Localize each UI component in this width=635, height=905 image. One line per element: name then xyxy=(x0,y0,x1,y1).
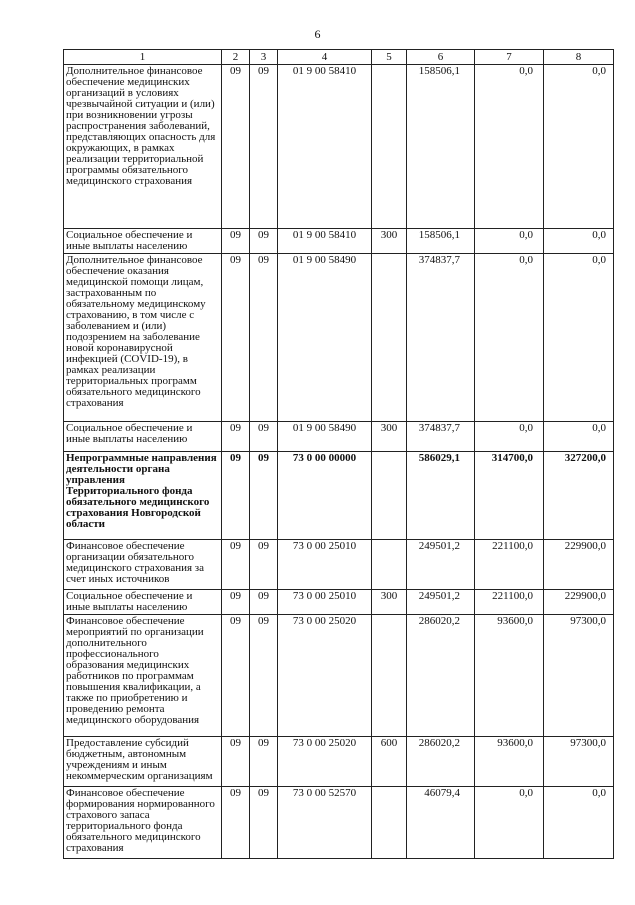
amount-col-8: 229900,0 xyxy=(544,590,614,615)
expense-type-code xyxy=(372,254,407,422)
table-row xyxy=(64,737,614,787)
section-code: 09 xyxy=(222,615,250,737)
subsection-code: 09 xyxy=(250,590,278,615)
amount-col-8: 0,0 xyxy=(544,254,614,422)
amount-col-6: 249501,2 xyxy=(407,590,475,615)
section-code: 09 xyxy=(222,452,250,540)
amount-col-6: 249501,2 xyxy=(407,540,475,590)
table-row xyxy=(64,590,614,615)
row-description: Социальное обеспечение и иные выплаты населению xyxy=(64,422,222,452)
subsection-code: 09 xyxy=(250,65,278,229)
budget-table xyxy=(63,49,614,859)
amount-col-8: 0,0 xyxy=(544,422,614,452)
target-article-code: 73 0 00 25020 xyxy=(278,737,372,787)
table-row xyxy=(64,229,614,254)
expense-type-code xyxy=(372,540,407,590)
row-description: Финансовое обеспечение организации обязательного медицинского страхования за счет иных источников xyxy=(64,540,222,590)
amount-col-7: 0,0 xyxy=(475,422,544,452)
row-description: Дополнительное финансовое обеспечение медицинских организаций в условиях чрезвычайной ситуации и (или) при возникновении угрозы распространения заболеваний, представляющих опасность для окружающих, в рамках реализации территориальной программы обязательного медицинского страхования xyxy=(64,65,222,229)
row-description: Непрограммные направления деятельности органа управления Территориального фонда обязательного медицинского страхования Новгородской области xyxy=(64,452,222,540)
row-description: Социальное обеспечение и иные выплаты населению xyxy=(64,590,222,615)
amount-col-6: 286020,2 xyxy=(407,737,475,787)
amount-col-6: 158506,1 xyxy=(407,229,475,254)
amount-col-8: 97300,0 xyxy=(544,615,614,737)
column-header: 5 xyxy=(372,50,407,65)
subsection-code: 09 xyxy=(250,254,278,422)
expense-type-code xyxy=(372,65,407,229)
row-description: Финансовое обеспечение мероприятий по организации дополнительного профессионального образования медицинских работников по программам повышения квалификации, а также по приобретению и проведению ремонта медицинского оборудования xyxy=(64,615,222,737)
table-row xyxy=(64,615,614,737)
header-row xyxy=(64,50,614,65)
column-header: 8 xyxy=(544,50,614,65)
target-article-code: 01 9 00 58410 xyxy=(278,229,372,254)
target-article-code: 73 0 00 52570 xyxy=(278,787,372,859)
amount-col-7: 0,0 xyxy=(475,229,544,254)
expense-type-code xyxy=(372,615,407,737)
amount-col-7: 314700,0 xyxy=(475,452,544,540)
subsection-code: 09 xyxy=(250,737,278,787)
section-code: 09 xyxy=(222,787,250,859)
amount-col-7: 221100,0 xyxy=(475,590,544,615)
table-row xyxy=(64,65,614,229)
amount-col-8: 327200,0 xyxy=(544,452,614,540)
expense-type-code xyxy=(372,452,407,540)
amount-col-8: 97300,0 xyxy=(544,737,614,787)
expense-type-code: 600 xyxy=(372,737,407,787)
amount-col-6: 46079,4 xyxy=(407,787,475,859)
amount-col-7: 0,0 xyxy=(475,787,544,859)
section-code: 09 xyxy=(222,229,250,254)
section-code: 09 xyxy=(222,540,250,590)
expense-type-code: 300 xyxy=(372,422,407,452)
target-article-code: 73 0 00 00000 xyxy=(278,452,372,540)
amount-col-8: 229900,0 xyxy=(544,540,614,590)
amount-col-6: 374837,7 xyxy=(407,254,475,422)
subsection-code: 09 xyxy=(250,615,278,737)
subsection-code: 09 xyxy=(250,787,278,859)
column-header: 7 xyxy=(475,50,544,65)
section-code: 09 xyxy=(222,737,250,787)
table-row xyxy=(64,540,614,590)
target-article-code: 73 0 00 25010 xyxy=(278,590,372,615)
table-row xyxy=(64,422,614,452)
amount-col-8: 0,0 xyxy=(544,229,614,254)
amount-col-7: 0,0 xyxy=(475,254,544,422)
amount-col-8: 0,0 xyxy=(544,787,614,859)
amount-col-7: 221100,0 xyxy=(475,540,544,590)
column-header: 2 xyxy=(222,50,250,65)
subsection-code: 09 xyxy=(250,452,278,540)
column-header: 4 xyxy=(278,50,372,65)
amount-col-7: 93600,0 xyxy=(475,615,544,737)
row-description: Финансовое обеспечение формирования нормированного страхового запаса территориального фонда обязательного медицинского страхования xyxy=(64,787,222,859)
amount-col-6: 158506,1 xyxy=(407,65,475,229)
target-article-code: 01 9 00 58410 xyxy=(278,65,372,229)
column-header: 6 xyxy=(407,50,475,65)
target-article-code: 73 0 00 25020 xyxy=(278,615,372,737)
subsection-code: 09 xyxy=(250,540,278,590)
column-header: 3 xyxy=(250,50,278,65)
expense-type-code xyxy=(372,787,407,859)
expense-type-code: 300 xyxy=(372,590,407,615)
subsection-code: 09 xyxy=(250,229,278,254)
row-description: Социальное обеспечение и иные выплаты населению xyxy=(64,229,222,254)
page-number: 6 xyxy=(314,27,321,41)
section-code: 09 xyxy=(222,590,250,615)
section-code: 09 xyxy=(222,65,250,229)
amount-col-6: 586029,1 xyxy=(407,452,475,540)
expense-type-code: 300 xyxy=(372,229,407,254)
section-code: 09 xyxy=(222,422,250,452)
target-article-code: 01 9 00 58490 xyxy=(278,422,372,452)
column-header: 1 xyxy=(64,50,222,65)
target-article-code: 01 9 00 58490 xyxy=(278,254,372,422)
amount-col-8: 0,0 xyxy=(544,65,614,229)
table-row xyxy=(64,254,614,422)
amount-col-6: 286020,2 xyxy=(407,615,475,737)
row-description: Предоставление субсидий бюджетным, автономным учреждениям и иным некоммерческим организациям xyxy=(64,737,222,787)
table-row xyxy=(64,452,614,540)
subsection-code: 09 xyxy=(250,422,278,452)
table-row xyxy=(64,787,614,859)
amount-col-7: 93600,0 xyxy=(475,737,544,787)
section-code: 09 xyxy=(222,254,250,422)
row-description: Дополнительное финансовое обеспечение оказания медицинской помощи лицам, застрахованным по обязательному медицинскому страхованию, в том числе с заболеванием и (или) подозрением на заболевание новой коронавирусной инфекцией (COVID-19), в рамках реализации территориальных программ обязательного медицинского страхования xyxy=(64,254,222,422)
amount-col-7: 0,0 xyxy=(475,65,544,229)
amount-col-6: 374837,7 xyxy=(407,422,475,452)
target-article-code: 73 0 00 25010 xyxy=(278,540,372,590)
